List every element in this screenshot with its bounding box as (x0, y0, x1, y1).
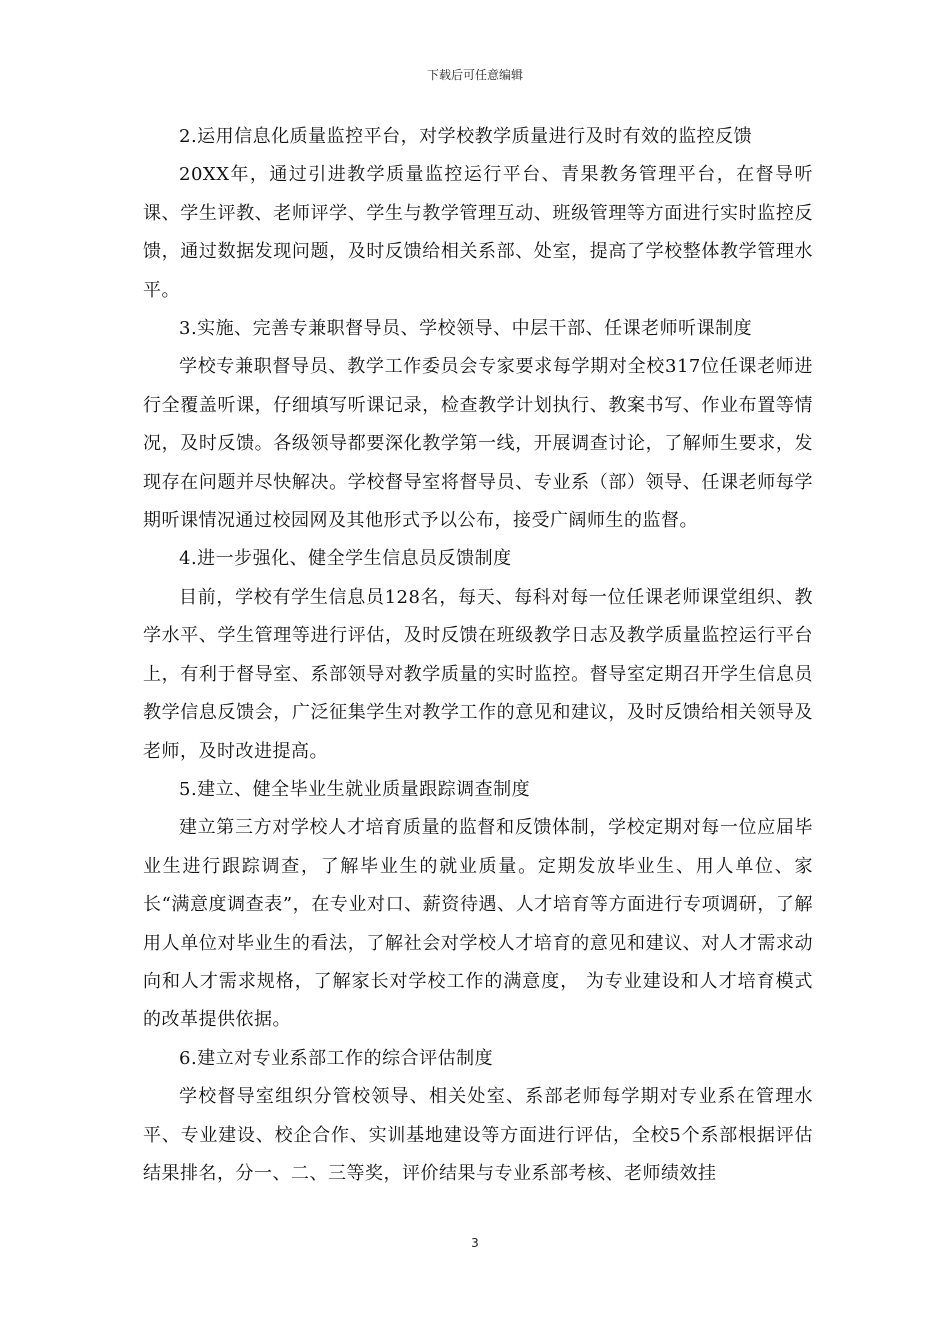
page-header-note: 下载后可任意编辑 (426, 68, 523, 82)
section-heading-4: 4.进一步强化、健全学生信息员反馈制度 (179, 548, 512, 570)
section-heading-3: 3.实施、完善专兼职督导员、学校领导、中层干部、任课老师听课制度 (179, 318, 753, 340)
section-heading-5: 5.建立、健全毕业生就业质量跟踪调查制度 (179, 778, 531, 800)
section-heading-6: 6.建立对专业系部工作的综合评估制度 (179, 1047, 494, 1069)
section-body-5: 建立第三方对学校人才培育质量的监督和反馈体制，学校定期对每一位应届毕业生进行跟踪调查，了解毕业生的就业质量。定期发放毕业生、用人单位、家长“满意度调查表”，在专业对口、薪资待遇、人才培育等方面进行专项调研，了解用人单位对毕业生的看法，了解社会对学校人才培育的意见和建议、对人才需求动向和人才需求规格，了解家长对学校工作的满意度， 为专业建设和人才培育模式的改革提供依据。 (143, 817, 813, 1031)
section-body-3: 学校专兼职督导员、教学工作委员会专家要求每学期对全校317位任课老师进行全覆盖听课，仔细填写听课记录，检查教学计划执行、教案书写、作业布置等情况，及时反馈。各级领导都要深化教学第一线，开展调查讨论，了解师生要求，发现存在问题并尽快解决。学校督导室将督导员、专业系（部）领导、任课老师每学期听课情况通过校园网及其他形式予以公布，接受广阔师生的监督。 (143, 356, 813, 532)
section-body-4: 目前，学校有学生信息员128名，每天、每科对每一位任课老师课堂组织、教学水平、学生管理等进行评估，及时反馈在班级教学日志及教学质量监控运行平台上，有利于督导室、系部领导对教学质量的实时监控。督导室定期召开学生信息员教学信息反馈会，广泛征集学生对教学工作的意见和建议，及时反馈给相关领导及老师，及时改进提高。 (143, 586, 813, 762)
section-heading-2: 2.运用信息化质量监控平台，对学校教学质量进行及时有效的监控反馈 (179, 126, 753, 147)
page-number: 3 (471, 1236, 479, 1250)
section-body-6: 学校督导室组织分管校领导、相关处室、系部老师每学期对专业系在管理水平、专业建设、校企合作、实训基地建设等方面进行评估，全校5个系部根据评估结果排名，分一、二、三等奖，评价结果与专业系部考核、老师绩效挂 (143, 1086, 813, 1184)
document-body (143, 118, 813, 1193)
section-body-2: 20XX年，通过引进教学质量监控运行平台、青果教务管理平台，在督导听课、学生评教、老师评学、学生与教学管理互动、班级管理等方面进行实时监控反馈，通过数据发现问题，及时反馈给相关系部、处室，提高了学校整体教学管理水平。 (143, 164, 813, 301)
